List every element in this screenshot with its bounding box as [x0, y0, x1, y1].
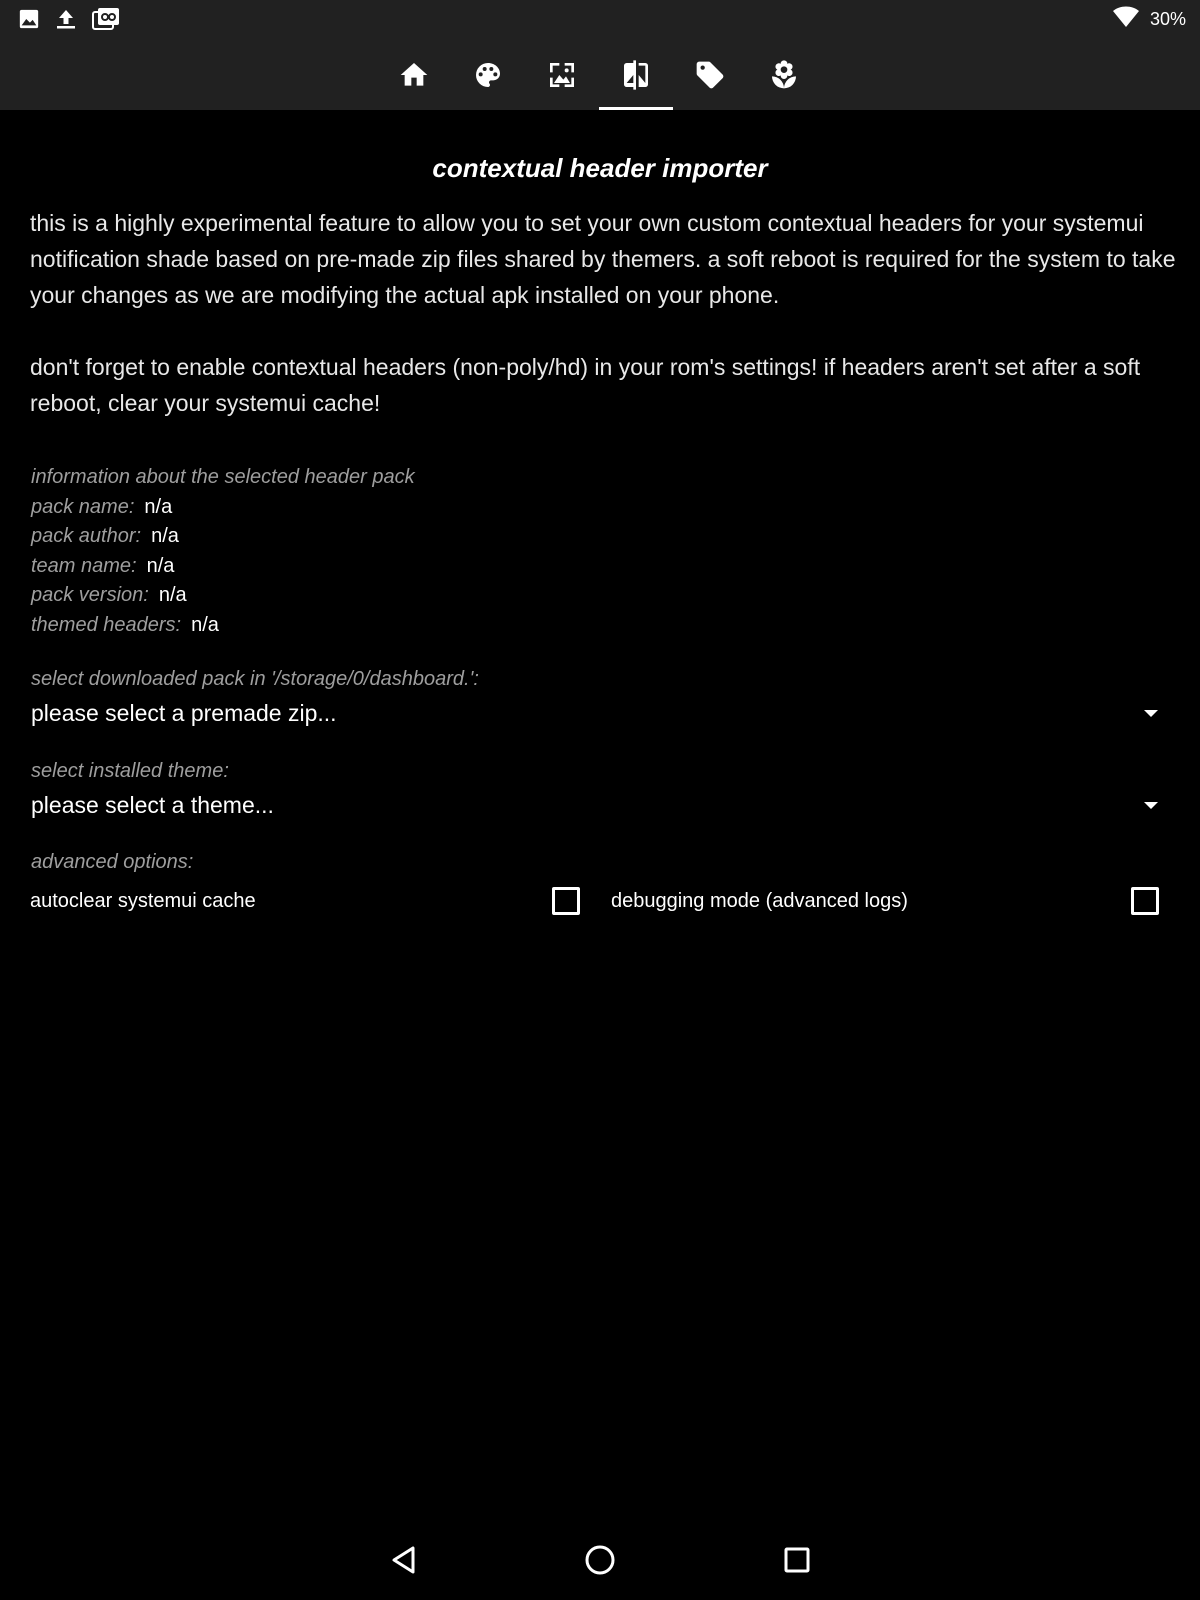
debugging-mode-checkbox[interactable] — [1131, 887, 1159, 915]
status-right — [1112, 6, 1186, 32]
gallery-icon — [92, 7, 120, 31]
option-debugging-mode[interactable] — [611, 883, 1159, 919]
page-title: contextual header importer — [432, 153, 768, 183]
compare-icon — [620, 59, 652, 91]
tab-info[interactable] — [747, 40, 821, 110]
nav-back-button[interactable] — [376, 1532, 432, 1588]
info-row-pack-version — [31, 581, 415, 611]
autoclear-cache-checkbox[interactable] — [552, 887, 580, 915]
wallpaper-icon — [546, 59, 578, 91]
info-value: n/a — [146, 554, 175, 577]
info-label: themed headers: — [31, 613, 182, 636]
info-label: team name: — [31, 554, 137, 577]
option-label: autoclear systemui cache — [30, 889, 256, 912]
pack-info-heading: information about the selected header pack — [31, 466, 415, 488]
tab-themes[interactable] — [451, 40, 525, 110]
info-row-themed-headers — [31, 611, 415, 641]
description-reminder: don't forget to enable contextual headers (non-poly/hd) in your rom's settings! if headers aren't set after a soft reboot, clear your systemui cache! — [30, 354, 1141, 416]
tab-wallpapers[interactable] — [525, 40, 599, 110]
info-row-team-name — [31, 552, 415, 582]
info-value: n/a — [158, 584, 187, 607]
pack-select-label: select downloaded pack in '/storage/0/dashboard.': — [31, 668, 479, 690]
tag-icon — [694, 59, 726, 91]
notification-icons — [18, 6, 120, 32]
app-header — [0, 0, 1200, 110]
info-label: pack version: — [31, 584, 149, 607]
advanced-options-label: advanced options: — [31, 851, 194, 873]
recents-icon — [783, 1546, 811, 1574]
image-icon — [18, 8, 40, 30]
pack-info — [31, 463, 415, 641]
battery-percentage: 30% — [1149, 8, 1186, 29]
info-row-pack-name — [31, 493, 415, 523]
info-value: n/a — [191, 613, 219, 636]
option-label: debugging mode (advanced logs) — [611, 889, 908, 912]
info-value: n/a — [151, 525, 179, 548]
nav-recents-button[interactable] — [769, 1532, 825, 1588]
pack-select-value: please select a premade zip... — [31, 699, 337, 726]
dropdown-arrow-icon — [1141, 799, 1161, 811]
wifi-icon — [1112, 6, 1140, 33]
tab-headers[interactable] — [599, 40, 673, 110]
upload-icon — [54, 7, 78, 31]
description-intro: this is a highly experimental feature to allow you to set your own custom contextual headers for your systemui notification shade based on pre-made zip files shared by themers. a soft reboot is required for the system to take your changes as we are modifying the actual apk installed on your phone. — [30, 210, 1176, 308]
tab-tags[interactable] — [673, 40, 747, 110]
dropdown-arrow-icon — [1141, 707, 1161, 719]
theme-select-value: please select a theme... — [31, 791, 274, 818]
info-label: pack author: — [31, 525, 142, 548]
navigation-bar — [0, 1520, 1200, 1600]
flower-icon — [768, 59, 800, 91]
info-row-pack-author — [31, 522, 415, 552]
pack-select-dropdown[interactable] — [31, 695, 1161, 731]
tab-home[interactable] — [377, 40, 451, 110]
nav-home-button[interactable] — [572, 1532, 628, 1588]
palette-icon — [472, 59, 504, 91]
theme-select-label: select installed theme: — [31, 760, 229, 782]
info-label: pack name: — [31, 495, 135, 518]
home-icon — [398, 59, 430, 91]
home-circle-icon — [584, 1544, 616, 1576]
info-value: n/a — [144, 495, 173, 518]
theme-select-dropdown[interactable] — [31, 787, 1161, 823]
back-icon — [389, 1545, 419, 1575]
option-autoclear-cache[interactable] — [30, 883, 580, 919]
tab-bar — [377, 40, 821, 110]
